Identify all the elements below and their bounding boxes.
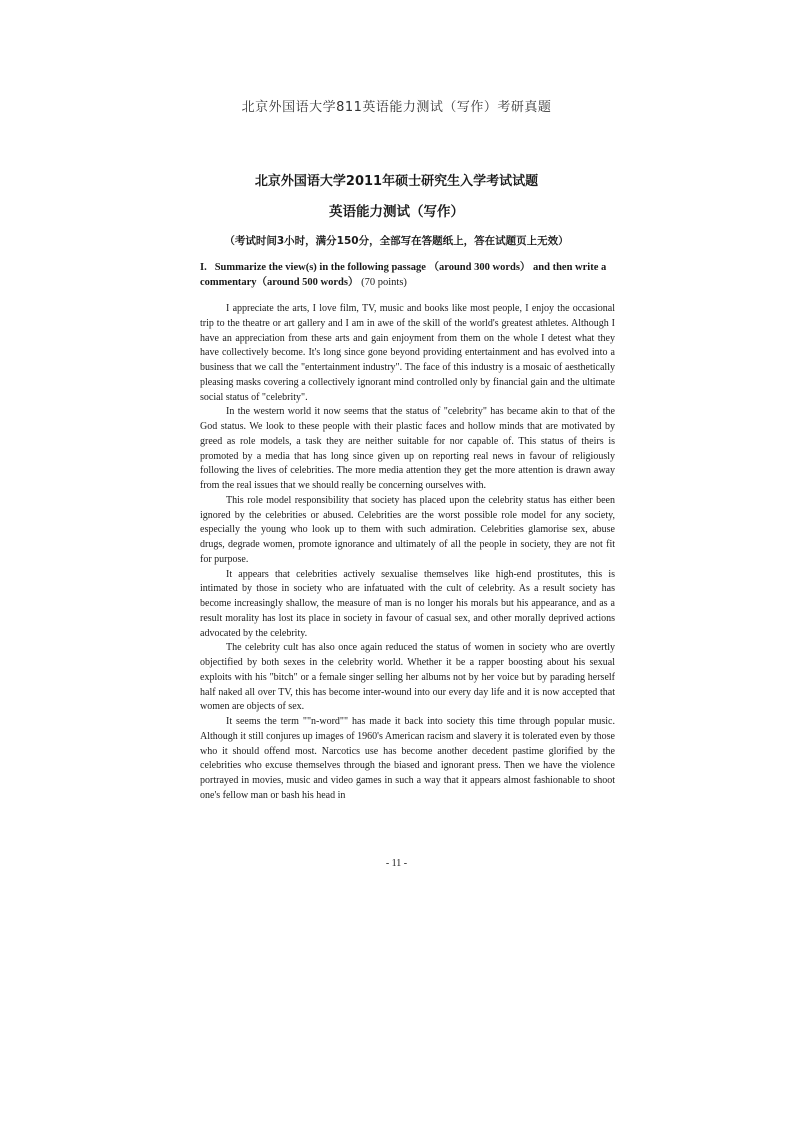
question-number: I.	[200, 262, 207, 273]
passage	[200, 302, 615, 804]
passage-paragraph: This role model responsibility that society has placed upon the celebrity status has either been ignored by the celebrities or abused. Celebrities are the worst possible role model for any society, especially the young who look up to them with such admiration. Celebrities glamorise sex, abuse drugs, degrade women, promote ignorance and ultimately of all the people in society, they are not fit for purpose.	[200, 494, 615, 565]
page-header: 北京外国语大学811英语能力测试（写作）考研真题	[241, 100, 552, 115]
question-prompt	[200, 260, 618, 290]
passage-paragraph: The celebrity cult has also once again reduced the status of women in society who are overtly objectified by both sexes in the celebrity world. Whether it be a rapper boosting about his sexual exploits with his "bitch" or a female singer selling her albums not by her voice but by parading herself half naked all over TV, this has become inter-wound into our every day life and it is now accepted that women are objects of sex.	[200, 642, 615, 713]
passage-paragraph: I appreciate the arts, I love film, TV, music and books like most people, I enjoy the occasional trip to the theatre or art gallery and I am in awe of the skill of the world's greatest athletes. Although I have an appreciation from these arts and gain enjoyment from them on the whole I detest what they have collectively become. It's long since gone beyond providing entertainment and has evolved into a business that we call the "entertainment industry". The face of this industry is a mosaic of aesthetically pleasing masks covering a collectively ignorant mind controlled only by financial gain and the ultimate social status of "celebrity".	[200, 303, 615, 403]
question-points: (70 points)	[361, 277, 407, 288]
question-instruction: Summarize the view(s) in the following passage （around 300 words） and then write a commentary（around 500 words）	[200, 262, 607, 288]
passage-paragraph: In the western world it now seems that the status of "celebrity" has became akin to that of the God status. We look to these people with their plastic faces and hollow minds that are motivated by greed as role models, a task they are neither suitable for nor capable of. This status of theirs is promoted by a media that has long since given up on reporting real news in favour of religiously following the lives of celebrities. The more media attention they get the more attention is drawn away from the real issues that we should really be concerning ourselves with.	[200, 406, 615, 491]
exam-note: （考试时间3小时，满分150分，全部写在答题纸上，答在试题页上无效）	[224, 235, 569, 247]
passage-paragraph: It seems the term ""n-word"" has made it back into society this time through popular music. Although it still conjures up images of 1960's American racism and slavery it is tolerated even by those who it should offend most. Narcotics use has become another decedent pastime glorified by the celebrities who excuse themselves through the biased and ignorant press. Then we have the violence portrayed in movies, music and video games in such a way that it appears almost fashionable to shoot one's fellow man or bash his head in	[200, 716, 615, 801]
page-number: - 11 -	[385, 858, 408, 869]
passage-paragraph: It appears that celebrities actively sexualise themselves like high-end prostitutes, this is intimated by those in society who are infatuated with the cult of celebrity. As a result society has become increasingly shallow, the measure of man is no longer his morals but his appearance, and as a result morality has lost its place in society in favour of casual sex, and other morally deprived actions advocated by the celebrity.	[200, 568, 615, 639]
exam-subtitle: 英语能力测试（写作）	[329, 204, 464, 220]
exam-title: 北京外国语大学2011年硕士研究生入学考试试题	[254, 174, 539, 189]
